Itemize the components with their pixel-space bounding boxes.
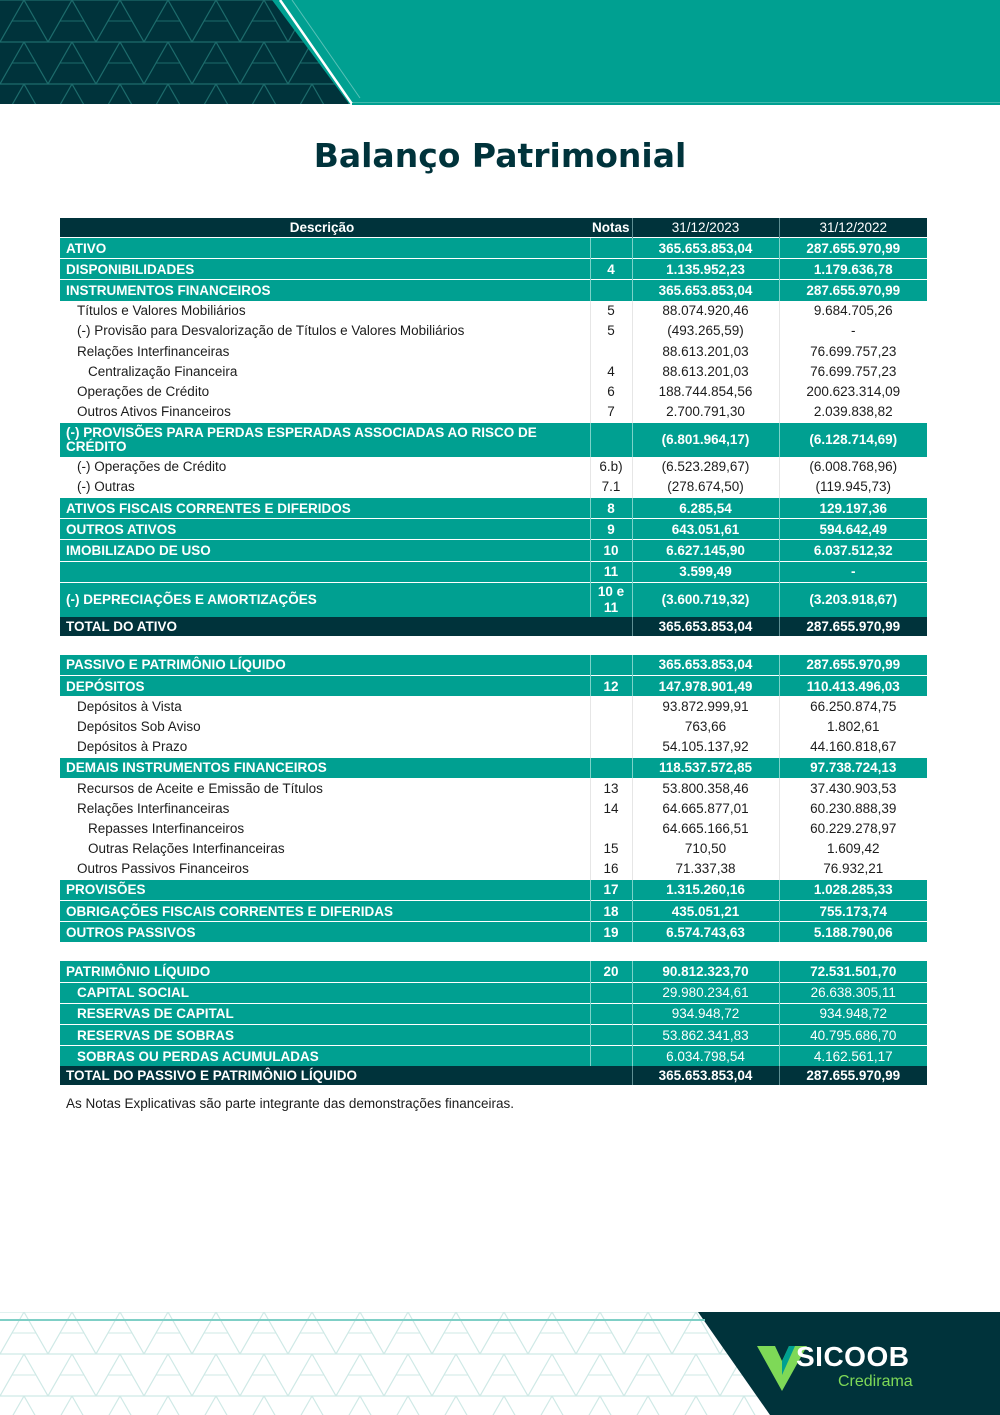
section-row [60,582,927,617]
row-description: RESERVAS DE SOBRAS [60,1025,590,1046]
row-value-2023: 118.537.572,85 [632,757,779,778]
row-value-2022: 287.655.970,99 [779,654,927,675]
row-value-2022: (3.203.918,67) [779,582,927,617]
row-description: Títulos e Valores Mobiliários [60,301,590,321]
row-description: Recursos de Aceite e Emissão de Títulos [60,778,590,798]
row-value-2022: (6.008.768,96) [779,457,927,477]
table-row [60,341,927,361]
row-notas [590,617,632,636]
row-notas [590,280,632,301]
row-description: Depósitos Sob Aviso [60,716,590,736]
table-row [60,402,927,423]
row-value-2022: 110.413.496,03 [779,676,927,697]
table-row [60,361,927,381]
table-spacer-row [60,636,927,655]
row-value-2023: 934.948,72 [632,1003,779,1024]
row-notas [590,654,632,675]
table-row [60,381,927,401]
row-notas [590,737,632,758]
row-value-2023: 6.574.743,63 [632,922,779,943]
row-value-2022: 76.932,21 [779,859,927,880]
row-value-2023: 93.872.999,91 [632,696,779,716]
row-notas: 19 [590,922,632,943]
row-description: Outros Ativos Financeiros [60,402,590,423]
row-value-2023: 29.980.234,61 [632,982,779,1003]
row-notas: 5 [590,321,632,341]
header-2023: 31/12/2023 [632,218,779,238]
section-row [60,1046,927,1067]
row-description: PASSIVO E PATRIMÔNIO LÍQUIDO [60,654,590,675]
row-value-2022: - [779,561,927,582]
row-notas [590,1066,632,1085]
table-row [60,716,927,736]
row-notas: 11 [590,561,632,582]
header-decoration [0,0,1000,118]
section-row [60,676,927,697]
row-value-2023: 188.744.854,56 [632,381,779,401]
row-notas [590,422,632,457]
row-value-2022: 129.197,36 [779,498,927,519]
row-value-2022: 66.250.874,75 [779,696,927,716]
row-description: PROVISÕES [60,879,590,900]
row-notas [590,238,632,259]
row-value-2022: 934.948,72 [779,1003,927,1024]
page-title: Balanço Patrimonial [313,136,687,175]
row-value-2022: - [779,321,927,341]
section-row [60,879,927,900]
row-value-2022: 60.230.888,39 [779,798,927,818]
row-description: OBRIGAÇÕES FISCAIS CORRENTES E DIFERIDAS [60,901,590,922]
header-2022: 31/12/2022 [779,218,927,238]
row-notas: 7.1 [590,477,632,498]
row-notas: 18 [590,901,632,922]
table-row [60,737,927,758]
row-notas [590,1025,632,1046]
row-notas: 16 [590,859,632,880]
section-row [60,1025,927,1046]
row-description: DEMAIS INSTRUMENTOS FINANCEIROS [60,757,590,778]
row-value-2022: 44.160.818,67 [779,737,927,758]
row-notas: 7 [590,402,632,423]
row-value-2022: 26.638.305,11 [779,982,927,1003]
row-value-2023: 6.627.145,90 [632,540,779,561]
row-value-2022: 6.037.512,32 [779,540,927,561]
row-value-2023: 54.105.137,92 [632,737,779,758]
row-value-2022: 594.642,49 [779,519,927,540]
row-description: Depósitos à Vista [60,696,590,716]
row-value-2023: 365.653.853,04 [632,617,779,636]
table-row [60,818,927,838]
row-value-2023: 147.978.901,49 [632,676,779,697]
section-row [60,654,927,675]
row-value-2022: 60.229.278,97 [779,818,927,838]
row-description: Relações Interfinanceiras [60,798,590,818]
row-notas [590,716,632,736]
section-row [60,922,927,943]
section-row [60,498,927,519]
row-value-2023: (6.801.964,17) [632,422,779,457]
balance-sheet-table [60,218,927,1085]
row-description: Outras Relações Interfinanceiras [60,839,590,859]
row-description: (-) PROVISÕES PARA PERDAS ESPERADAS ASSOCIADAS AO RISCO DE CRÉDITO [60,422,590,457]
row-notas: 20 [590,961,632,982]
row-description: (-) DEPRECIAÇÕES E AMORTIZAÇÕES [60,582,590,617]
row-value-2022: 287.655.970,99 [779,1066,927,1085]
row-description: RESERVAS DE CAPITAL [60,1003,590,1024]
row-value-2022: 2.039.838,82 [779,402,927,423]
table-row [60,696,927,716]
table-spacer-row [60,942,927,961]
row-description: (-) Operações de Crédito [60,457,590,477]
row-value-2022: 40.795.686,70 [779,1025,927,1046]
table-row [60,477,927,498]
row-value-2023: 1.315.260,16 [632,879,779,900]
row-value-2022: 72.531.501,70 [779,961,927,982]
row-notas: 8 [590,498,632,519]
section-row [60,280,927,301]
row-value-2022: 200.623.314,09 [779,381,927,401]
row-notas [590,341,632,361]
row-value-2023: 64.665.877,01 [632,798,779,818]
row-description: ATIVOS FISCAIS CORRENTES E DIFERIDOS [60,498,590,519]
row-description: Centralização Financeira [60,361,590,381]
table-row [60,301,927,321]
row-description: DEPÓSITOS [60,676,590,697]
row-value-2022: (119.945,73) [779,477,927,498]
row-notas: 12 [590,676,632,697]
table-header-row [60,218,927,238]
row-value-2023: 365.653.853,04 [632,280,779,301]
row-notas [590,1003,632,1024]
section-row [60,901,927,922]
row-value-2023: 763,66 [632,716,779,736]
row-value-2023: 88.074.920,46 [632,301,779,321]
row-description: OUTROS PASSIVOS [60,922,590,943]
table-body [60,238,927,1086]
row-value-2023: (6.523.289,67) [632,457,779,477]
row-notas: 4 [590,361,632,381]
row-value-2022: 287.655.970,99 [779,280,927,301]
table-row [60,457,927,477]
brand-name: SICOOB [796,1341,910,1372]
row-notas: 10 e 11 [590,582,632,617]
table-row [60,859,927,880]
row-value-2023: 643.051,61 [632,519,779,540]
row-description: PATRIMÔNIO LÍQUIDO [60,961,590,982]
section-row [60,422,927,457]
row-notas [590,696,632,716]
row-notas [590,1046,632,1067]
row-notas: 4 [590,259,632,280]
row-value-2023: 90.812.323,70 [632,961,779,982]
row-value-2022: 76.699.757,23 [779,361,927,381]
row-value-2022: 1.028.285,33 [779,879,927,900]
row-value-2022: 287.655.970,99 [779,617,927,636]
table-row [60,798,927,818]
row-value-2022: 1.609,42 [779,839,927,859]
brand-subname: Credirama [838,1373,913,1390]
row-value-2023: 6.285,54 [632,498,779,519]
section-row [60,982,927,1003]
row-description: Relações Interfinanceiras [60,341,590,361]
row-description: ATIVO [60,238,590,259]
row-value-2023: 1.135.952,23 [632,259,779,280]
row-description: Outros Passivos Financeiros [60,859,590,880]
row-notas [590,982,632,1003]
row-description: SOBRAS OU PERDAS ACUMULADAS [60,1046,590,1067]
row-value-2022: 76.699.757,23 [779,341,927,361]
row-description: CAPITAL SOCIAL [60,982,590,1003]
row-value-2023: (3.600.719,32) [632,582,779,617]
section-row [60,961,927,982]
row-value-2022: 9.684.705,26 [779,301,927,321]
row-value-2022: 37.430.903,53 [779,778,927,798]
row-description: TOTAL DO ATIVO [60,617,590,636]
section-row [60,561,927,582]
row-notas: 14 [590,798,632,818]
row-value-2022: 4.162.561,17 [779,1046,927,1067]
table-row [60,778,927,798]
row-notas: 9 [590,519,632,540]
row-value-2022: 287.655.970,99 [779,238,927,259]
row-description: TOTAL DO PASSIVO E PATRIMÔNIO LÍQUIDO [60,1066,590,1085]
spacer-cell [60,942,927,961]
row-notas: 15 [590,839,632,859]
row-value-2023: (278.674,50) [632,477,779,498]
row-description [60,561,590,582]
section-row [60,238,927,259]
row-description: Operações de Crédito [60,381,590,401]
row-value-2023: 710,50 [632,839,779,859]
row-value-2023: 3.599,49 [632,561,779,582]
total-row [60,1066,927,1085]
row-notas: 6.b) [590,457,632,477]
header-descricao: Descrição [60,218,590,238]
row-value-2023: 53.862.341,83 [632,1025,779,1046]
table-row [60,321,927,341]
row-value-2022: 755.173,74 [779,901,927,922]
row-description: OUTROS ATIVOS [60,519,590,540]
section-row [60,259,927,280]
row-notas: 6 [590,381,632,401]
row-value-2023: 64.665.166,51 [632,818,779,838]
row-description: IMOBILIZADO DE USO [60,540,590,561]
row-value-2023: (493.265,59) [632,321,779,341]
row-value-2023: 71.337,38 [632,859,779,880]
row-value-2023: 2.700.791,30 [632,402,779,423]
row-value-2023: 88.613.201,03 [632,361,779,381]
spacer-cell [60,636,927,655]
total-row [60,617,927,636]
row-value-2022: 1.802,61 [779,716,927,736]
row-value-2023: 6.034.798,54 [632,1046,779,1067]
footnote: As Notas Explicativas são parte integrante das demonstrações financeiras. [66,1096,514,1111]
row-value-2023: 435.051,21 [632,901,779,922]
row-notas [590,818,632,838]
section-row [60,757,927,778]
row-description: DISPONIBILIDADES [60,259,590,280]
row-notas: 10 [590,540,632,561]
row-notas [590,757,632,778]
row-value-2023: 365.653.853,04 [632,654,779,675]
row-value-2022: 97.738.724,13 [779,757,927,778]
row-description: (-) Outras [60,477,590,498]
row-description: (-) Provisão para Desvalorização de Títulos e Valores Mobiliários [60,321,590,341]
row-value-2022: 1.179.636,78 [779,259,927,280]
row-value-2023: 53.800.358,46 [632,778,779,798]
row-notas: 13 [590,778,632,798]
header-notas: Notas [590,218,632,238]
section-row [60,1003,927,1024]
row-notas: 5 [590,301,632,321]
table-row [60,839,927,859]
section-row [60,540,927,561]
row-value-2023: 88.613.201,03 [632,341,779,361]
row-value-2023: 365.653.853,04 [632,1066,779,1085]
row-description: INSTRUMENTOS FINANCEIROS [60,280,590,301]
section-row [60,519,927,540]
row-description: Repasses Interfinanceiros [60,818,590,838]
row-description: Depósitos à Prazo [60,737,590,758]
row-value-2022: (6.128.714,69) [779,422,927,457]
row-notas: 17 [590,879,632,900]
row-value-2022: 5.188.790,06 [779,922,927,943]
row-value-2023: 365.653.853,04 [632,238,779,259]
